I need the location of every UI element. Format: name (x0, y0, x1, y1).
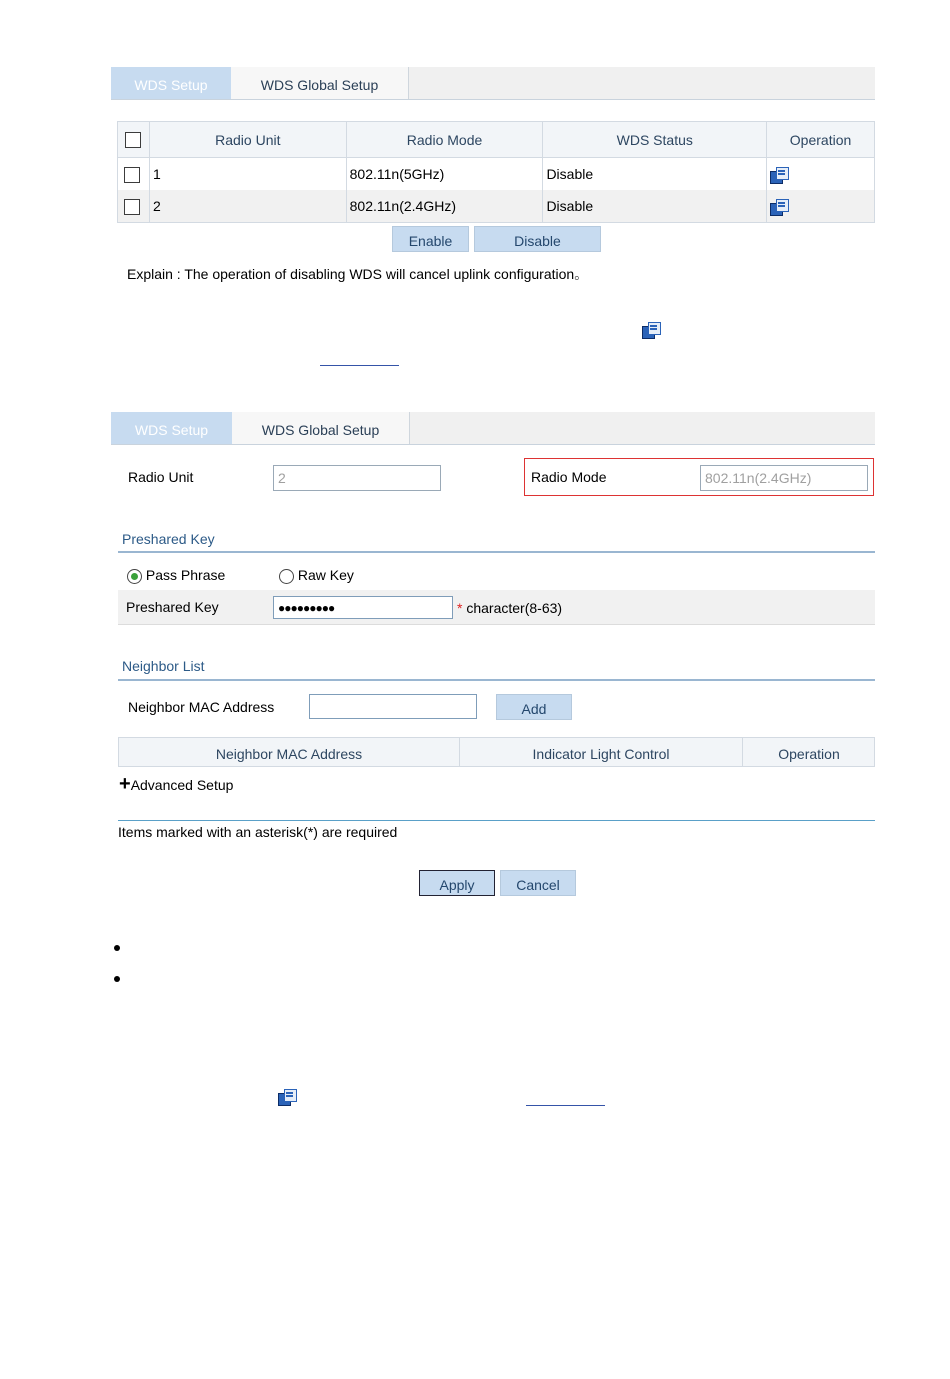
radio-unit-cell: 1 (149, 158, 346, 191)
neighbor-mac-input[interactable] (309, 694, 477, 719)
plus-icon: + (119, 773, 131, 795)
radio-mode-cell: 802.11n(5GHz) (346, 158, 543, 191)
header-indicator-light: Indicator Light Control (460, 738, 743, 766)
hyperlink-underline[interactable] (320, 365, 399, 366)
select-all-checkbox[interactable] (125, 132, 141, 148)
header-neighbor-operation: Operation (778, 746, 840, 762)
table-row (118, 158, 875, 191)
bullet-point (114, 976, 120, 982)
select-all-cell (118, 122, 150, 158)
header-neighbor-mac: Neighbor MAC Address (119, 738, 460, 766)
radio-mode-input[interactable] (700, 465, 868, 491)
tab-wds-setup[interactable]: WDS Setup (111, 67, 231, 99)
add-button[interactable]: Add (496, 694, 572, 720)
table-row (118, 190, 875, 223)
row-checkbox[interactable] (124, 199, 140, 215)
hyperlink-underline[interactable] (526, 1105, 605, 1106)
edit-icon[interactable] (770, 199, 788, 215)
preshared-key-label: Preshared Key (126, 599, 219, 615)
wds-status-cell: Disable (543, 158, 767, 191)
enable-button[interactable]: Enable (392, 226, 469, 252)
pass-phrase-option[interactable] (127, 567, 225, 584)
required-asterisk: * (457, 600, 463, 616)
edit-icon[interactable] (770, 167, 788, 183)
apply-button[interactable]: Apply (419, 870, 495, 896)
tab-wds-global-setup[interactable]: WDS Global Setup (231, 67, 409, 99)
header-wds-status: WDS Status (543, 122, 767, 158)
radio-unit-input[interactable] (273, 465, 441, 491)
key-length-hint: character(8-63) (466, 600, 563, 616)
pass-phrase-radio[interactable] (127, 569, 142, 584)
preshared-key-section-title: Preshared Key (122, 531, 215, 547)
radio-unit-cell: 2 (149, 190, 346, 223)
cancel-button[interactable]: Cancel (500, 870, 576, 896)
wds-status-cell: Disable (543, 190, 767, 223)
edit-icon (278, 1089, 296, 1105)
raw-key-label: Raw Key (297, 567, 354, 583)
advanced-setup-label: Advanced Setup (130, 777, 234, 793)
header-radio-mode: Radio Mode (346, 122, 543, 158)
tab-wds-global-setup[interactable]: WDS Global Setup (232, 412, 410, 444)
raw-key-radio[interactable] (279, 569, 294, 584)
row-checkbox[interactable] (124, 167, 140, 183)
advanced-setup-toggle[interactable] (119, 774, 233, 794)
section-divider (118, 679, 875, 681)
raw-key-option[interactable] (279, 567, 354, 584)
key-hint (457, 600, 562, 616)
wds-table (117, 121, 875, 223)
header-radio-unit: Radio Unit (149, 122, 346, 158)
tab-bar-1 (111, 67, 875, 100)
required-note: Items marked with an asterisk(*) are required (118, 824, 398, 840)
neighbor-mac-label: Neighbor MAC Address (128, 699, 275, 715)
neighbor-list-section-title: Neighbor List (122, 658, 205, 674)
tab-wds-setup[interactable]: WDS Setup (111, 412, 232, 444)
edit-icon (642, 322, 660, 338)
tab-bar-2 (111, 412, 875, 445)
section-divider (118, 551, 875, 553)
disable-button[interactable]: Disable (474, 226, 601, 252)
header-operation: Operation (767, 122, 875, 158)
radio-mode-label: Radio Mode (531, 469, 607, 485)
bullet-point (114, 945, 120, 951)
preshared-key-input[interactable] (273, 596, 453, 619)
explain-note: Explain : The operation of disabling WDS will cancel uplink configuration。 (127, 266, 589, 282)
radio-mode-cell: 802.11n(2.4GHz) (346, 190, 543, 223)
radio-unit-label: Radio Unit (128, 469, 194, 485)
footer-divider (118, 820, 875, 821)
pass-phrase-label: Pass Phrase (145, 567, 226, 583)
neighbor-table-header (118, 737, 875, 767)
